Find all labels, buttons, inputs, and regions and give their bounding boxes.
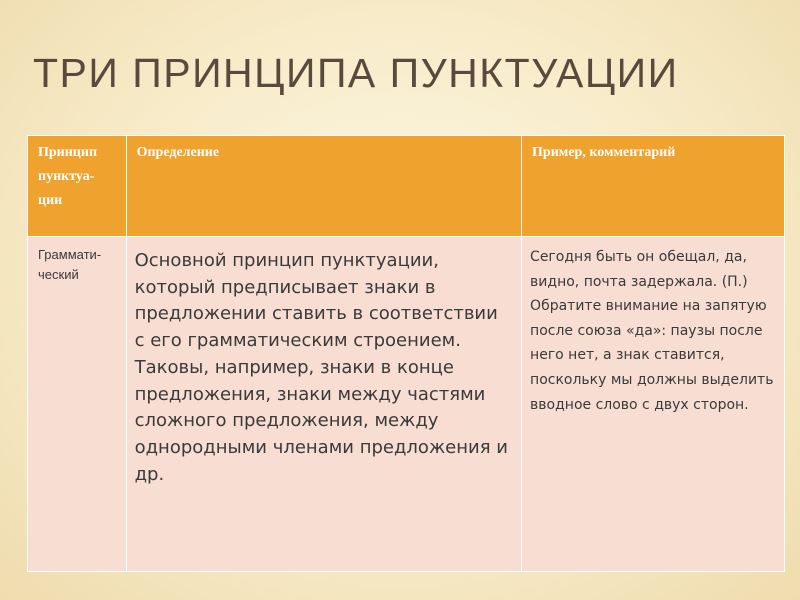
header-principle: Принцип пунктуа-ции <box>28 136 127 237</box>
example-text: Сегодня быть он обещал, да, видно, почта задержала. (П.) <box>530 249 748 290</box>
comment-text: Обратите внимание на запятую после союза «да»: паузы после него нет, а знак ставится, поскольку мы должны выделить вводное слово с двух сторон. <box>530 298 774 413</box>
principles-table <box>27 135 785 572</box>
header-example: Пример, комментарий <box>522 136 785 237</box>
table-header-row <box>28 136 785 237</box>
header-definition: Определение <box>126 136 521 237</box>
cell-example <box>522 237 785 572</box>
table-row <box>28 237 785 572</box>
cell-principle: Граммати-ческий <box>28 237 127 572</box>
slide-title: ТРИ ПРИНЦИПА ПУНКТУАЦИИ <box>33 50 679 96</box>
cell-definition: Основной принцип пунктуации, который предписывает знаки в предложении ставить в соответствии с его грамматическим строением. Таковы, например, знаки в конце предложения, знаки между частями сложного предложения, между однородными членами предложения и др. <box>126 237 521 572</box>
